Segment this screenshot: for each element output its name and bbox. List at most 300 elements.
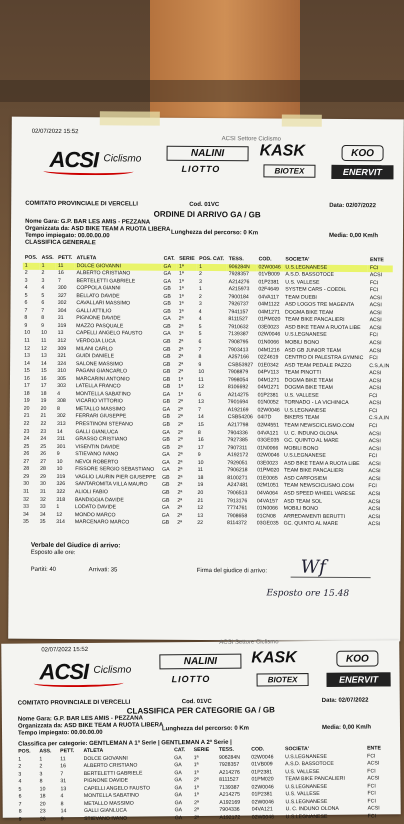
- table-cell: 7: [18, 801, 22, 808]
- biotex-logo: BIOTEX: [257, 673, 309, 686]
- table-cell: 2ª: [177, 467, 183, 474]
- table-cell: 13: [40, 352, 47, 359]
- table-cell: 1ª: [193, 762, 199, 769]
- table-cell: STIEVANO IVANO: [75, 451, 119, 458]
- table-cell: GA: [162, 451, 170, 458]
- table-cell: 13: [24, 352, 30, 359]
- table-cell: GA: [161, 504, 170, 511]
- table-cell: 8106692: [227, 384, 249, 391]
- table-cell: ACSI: [368, 460, 381, 467]
- table-cell: 30: [40, 481, 46, 488]
- table-cell: CAVALLARI MASSIMO: [76, 300, 131, 307]
- print-stamp: 02/07/2022 15:52: [31, 128, 79, 136]
- table-cell: 01P2381: [257, 392, 279, 399]
- settore-label: ACSI Settore Ciclismo: [219, 639, 279, 646]
- table-cell: FCI: [367, 768, 376, 775]
- table-cell: TEAM BIKE PANCALIERI: [283, 467, 344, 475]
- table-cell: 18: [197, 474, 204, 481]
- table-cell: GA: [174, 754, 182, 761]
- table-cell: 322: [56, 488, 66, 495]
- table-cell: 2ª: [178, 338, 184, 345]
- table-cell: GC. QUINTO AL MARE: [283, 520, 339, 528]
- column-header: POS.: [18, 748, 31, 755]
- finishers-count: Arrivati: 35: [88, 567, 118, 574]
- time-taken: Tempo impiegato: 00.00.00.00: [24, 232, 110, 240]
- table-cell: A.S.D. BASSOTOCE: [285, 760, 334, 768]
- table-cell: 3: [41, 277, 45, 284]
- table-cell: SANTAROMITA VILLA MAURO: [75, 481, 148, 489]
- tape-strip: [282, 115, 322, 127]
- table-cell: 7: [60, 770, 64, 777]
- table-cell: 3: [198, 301, 202, 308]
- table-cell: GA: [162, 459, 170, 466]
- table-cell: 21: [23, 413, 30, 420]
- table-cell: A192169: [219, 799, 241, 806]
- table-cell: 2ª: [178, 346, 184, 353]
- table-cell: ASD BIKE TEAM A RUOTA LIBE: [284, 324, 361, 331]
- table-cell: VISENTIN DAVIDE: [75, 443, 120, 451]
- kask-logo: KASK: [251, 649, 297, 667]
- table-cell: 10: [56, 458, 63, 465]
- table-cell: GA: [163, 278, 171, 285]
- table-cell: 24: [40, 435, 47, 443]
- table-cell: 22: [40, 420, 47, 427]
- table-cell: 11: [56, 262, 75, 270]
- table-cell: MARCENARO MARCO: [74, 519, 130, 526]
- table-cell: A192172: [227, 452, 249, 459]
- table-cell: 4: [57, 390, 61, 397]
- table-cell: 35: [22, 518, 29, 525]
- table-cell: 1ª: [193, 784, 199, 791]
- race-name: Nome Gara: G.P. BAR LES AMIS - PEZZANA: [25, 218, 151, 226]
- table-cell: 16: [23, 375, 30, 382]
- table-cell: 9: [18, 816, 22, 823]
- table-cell: GB: [162, 436, 170, 443]
- table-cell: 7900184: [228, 293, 249, 301]
- table-cell: 29: [23, 473, 30, 480]
- date-label: Data: 02/07/2022: [329, 202, 376, 210]
- table-cell: 2ª: [178, 369, 184, 376]
- table-cell: GA: [163, 270, 172, 277]
- table-cell: 10: [39, 786, 46, 793]
- table-cell: BELLATO DAVIDE: [76, 292, 120, 300]
- table-cell: 314: [56, 519, 65, 526]
- table-cell: MONTELLA SABATINO: [75, 390, 131, 398]
- table-cell: 18: [39, 793, 46, 800]
- table-cell: A257166: [228, 354, 249, 361]
- table-cell: GA: [162, 391, 171, 398]
- table-cell: ARREDAMENTI BERUTTI: [283, 513, 346, 520]
- table-cell: 25: [23, 443, 30, 450]
- table-cell: 14: [56, 428, 63, 435]
- table-cell: FCI: [369, 287, 379, 294]
- column-header: TESS.: [228, 256, 244, 263]
- column-header: POS. CAT.: [199, 255, 225, 263]
- table-cell: 02W0046: [257, 407, 280, 414]
- table-cell: 2ª: [194, 807, 200, 814]
- table-cell: GB: [162, 399, 171, 406]
- table-cell: ACSI: [368, 400, 382, 407]
- table-cell: 1ª: [178, 293, 184, 300]
- table-cell: GA: [162, 263, 178, 271]
- table-cell: 14: [198, 414, 204, 421]
- table-cell: DOLCE GIOVANNI: [75, 263, 162, 271]
- table-cell: ACSI: [369, 385, 382, 392]
- results-sheet-by-category: [1, 639, 401, 823]
- table-cell: GUIDI DANIELE: [75, 353, 115, 360]
- table-cell: 7927385: [227, 437, 248, 444]
- table-cell: 7903413: [228, 346, 249, 353]
- table-cell: U.S.LEGNANESE: [285, 753, 327, 760]
- table-cell: 312: [57, 337, 67, 345]
- table-cell: 1: [198, 286, 202, 293]
- table-cell: 2ª: [178, 353, 184, 360]
- table-cell: 01N0066: [257, 445, 279, 452]
- table-cell: 301: [56, 443, 66, 450]
- table-cell: ALBERTO CRISTIANO: [76, 270, 131, 277]
- table-cell: 02M1051: [256, 482, 279, 489]
- table-cell: 7906513: [227, 490, 248, 497]
- table-cell: CENTRO DI PALESTRA GYMNIC: [284, 354, 364, 362]
- column-header: ATLETA: [83, 747, 104, 755]
- table-cell: 17: [197, 444, 204, 451]
- table-cell: 11: [24, 337, 30, 344]
- table-cell: GA: [161, 512, 170, 519]
- table-cell: ASD GB JUNIOR TEAM: [284, 347, 341, 354]
- table-cell: C.S.A.IN: [368, 415, 390, 422]
- table-cell: 7: [198, 406, 201, 413]
- table-row: [21, 519, 391, 529]
- table-cell: 31: [39, 488, 46, 495]
- table-cell: 5: [41, 292, 45, 299]
- sheet-title: ORDINE DI ARRIVO GA / GB: [153, 209, 261, 220]
- table-cell: GALLI ATTILIO: [76, 307, 112, 315]
- table-cell: 22: [23, 420, 30, 427]
- table-cell: U.S.LEGNANESE: [285, 813, 328, 821]
- table-cell: 18: [23, 390, 30, 397]
- table-cell: 1ª: [193, 754, 199, 761]
- table-cell: 20: [39, 801, 46, 808]
- table-cell: 1: [197, 263, 227, 271]
- table-cell: 19: [23, 398, 30, 405]
- table-cell: GA: [163, 316, 171, 323]
- table-cell: 8: [197, 429, 201, 436]
- table-cell: 2ª: [177, 512, 183, 519]
- table-cell: 31: [57, 315, 64, 322]
- table-cell: 04M1271: [258, 309, 280, 316]
- table-cell: 2ª: [177, 489, 183, 496]
- table-cell: STIEVANO IVANO: [84, 815, 128, 822]
- table-cell: 8: [39, 778, 43, 785]
- table-cell: 324: [57, 360, 67, 367]
- table-cell: 02W0046: [251, 753, 274, 761]
- table-cell: 1ª: [178, 384, 184, 391]
- table-cell: ACSI: [367, 805, 380, 812]
- table-cell: 11: [41, 337, 47, 344]
- course-length: Lunghezza del percorso: 0 Km: [170, 229, 259, 237]
- table-cell: GB: [161, 497, 170, 504]
- table-cell: A214275: [219, 791, 241, 799]
- table-cell: GA: [163, 331, 171, 338]
- judge-signature-label: Firma del giudice di arrivo:: [196, 567, 268, 575]
- table-cell: 01VB009: [251, 761, 273, 768]
- table-cell: ASD SPEED WHEEL VARESE: [283, 490, 356, 497]
- results-sheet-order-of-arrival: [8, 117, 404, 642]
- table-cell: 8: [24, 315, 28, 322]
- column-header: ENTE: [369, 257, 384, 264]
- liotto-logo: LIOTTO: [181, 163, 221, 175]
- table-cell: 01P2381: [258, 279, 280, 286]
- table-cell: 5: [18, 786, 22, 793]
- table-cell: 34: [39, 511, 46, 518]
- table-cell: U.S. VALLESE: [284, 392, 319, 399]
- table-cell: 6: [198, 391, 202, 398]
- table-cell: 311: [56, 436, 66, 443]
- table-cell: 2ª: [177, 429, 183, 436]
- table-cell: 6: [198, 338, 202, 345]
- comitato-label: COMITATO PROVINCIALE DI VERCELLI: [25, 200, 138, 208]
- table-cell: A214275: [227, 391, 249, 399]
- table-cell: 3: [18, 771, 22, 778]
- table-cell: GB: [162, 421, 170, 428]
- table-cell: TEAM BIKE PANCALIERI: [285, 775, 345, 783]
- table-cell: 30: [23, 481, 30, 488]
- table-cell: A247481: [227, 482, 249, 489]
- table-cell: FCI: [368, 453, 378, 460]
- table-cell: 5: [24, 292, 28, 299]
- table-cell: ASD CARFOSIEM: [283, 475, 327, 482]
- column-header: SOCIETA': [285, 256, 310, 263]
- column-header: SERIE: [179, 255, 195, 262]
- table-cell: 14: [60, 808, 67, 815]
- table-cell: 313: [56, 420, 66, 428]
- table-cell: 02M4551: [257, 422, 280, 429]
- table-cell: MONTELLA SABATINO: [83, 792, 139, 800]
- print-stamp: 02/07/2022 15:52: [41, 646, 89, 654]
- beam-shadow: [0, 80, 404, 102]
- table-cell: U.S.LEGNANESE: [284, 452, 326, 460]
- table-cell: 1ª: [178, 285, 184, 293]
- table-cell: MOBILI BONO: [284, 445, 319, 452]
- table-cell: GA: [162, 406, 171, 413]
- table-cell: 1: [56, 504, 60, 511]
- table-cell: U. C. INDUNO OLONA: [284, 430, 338, 437]
- table-cell: 9: [41, 322, 45, 329]
- table-cell: U.S. VALLESE: [285, 768, 320, 775]
- table-cell: GA: [174, 799, 183, 807]
- table-cell: NEVOI ROBERTO: [75, 458, 119, 466]
- table-cell: FCI: [367, 813, 377, 820]
- table-cell: 26: [39, 816, 46, 823]
- table-cell: 305: [57, 375, 66, 382]
- table-cell: 02W0046: [257, 264, 284, 272]
- table-cell: 32: [39, 496, 46, 503]
- table-cell: GRASSO CRISTIANO: [75, 436, 128, 443]
- table-cell: 2: [41, 269, 45, 276]
- table-cell: 01E0342: [257, 362, 279, 369]
- table-cell: 02Z4619: [257, 354, 279, 361]
- table-cell: GALLI GIANLUCA: [75, 428, 119, 435]
- average-speed: Media: 0,00 Km/h: [328, 232, 379, 240]
- table-cell: 04M1271: [257, 377, 280, 384]
- table-cell: FCI: [367, 790, 376, 797]
- table-cell: GB: [162, 474, 170, 481]
- column-header: CAT.: [163, 255, 175, 262]
- table-cell: U.S.LEGNANESE: [285, 798, 328, 806]
- table-cell: 2ª: [177, 497, 183, 504]
- table-cell: GB: [161, 519, 170, 526]
- table-cell: U.S.LEGNANESE: [285, 783, 328, 791]
- table-cell: 2ª: [177, 421, 183, 428]
- table-cell: 7928357: [218, 761, 240, 768]
- table-cell: GB: [162, 414, 171, 421]
- table-cell: 01CN08: [256, 512, 276, 520]
- column-header: ASS.: [41, 254, 54, 261]
- table-cell: 03E0023: [258, 324, 279, 331]
- table-cell: ACSI: [368, 445, 381, 452]
- table-cell: A214276: [219, 769, 240, 776]
- organizer: Organizzata da: ASD BIKE TEAM A RUOTA LIBERA: [25, 225, 171, 233]
- table-cell: 01P2381: [251, 769, 273, 776]
- organizer: Organizzata da: ASD BIKE TEAM A RUOTA LIBERA: [17, 722, 164, 730]
- table-cell: 04VA064: [256, 490, 278, 497]
- table-cell: 21: [197, 497, 204, 504]
- table-cell: ACSI: [368, 513, 381, 520]
- table-cell: 327: [57, 292, 67, 299]
- table-cell: A192172: [219, 814, 241, 821]
- table-cell: 16: [60, 763, 67, 770]
- settore-label: ACSI Settore Ciclismo: [221, 136, 282, 143]
- table-cell: 2ª: [178, 323, 184, 330]
- table-cell: ASD BIKE TEAM A RUOTA LIBE: [283, 460, 360, 467]
- table-cell: SALONE MASSIMO: [75, 360, 123, 368]
- table-cell: PAGANI GIANCARLO: [75, 368, 128, 375]
- table-cell: ACSI: [369, 347, 382, 354]
- table-cell: 31: [23, 488, 30, 495]
- table-cell: VICARIO VITTORIO: [75, 398, 123, 405]
- table-cell: 03GE035: [256, 520, 279, 527]
- table-cell: FCI: [369, 332, 378, 339]
- table-cell: 25: [40, 443, 47, 450]
- table-cell: 02W0046: [251, 814, 275, 821]
- table-cell: 2ª: [178, 361, 184, 368]
- table-cell: 01N0066: [257, 339, 280, 346]
- table-cell: 1ª: [193, 769, 199, 776]
- table-cell: 7901694: [227, 399, 249, 406]
- results-table: [21, 255, 393, 529]
- table-cell: ACSI: [369, 302, 382, 309]
- table-cell: MILANI CARLO: [76, 345, 113, 352]
- table-cell: 2: [39, 763, 43, 770]
- table-cell: ACSI: [367, 760, 380, 767]
- table-cell: 1ª: [194, 792, 199, 799]
- table-cell: ACSI: [369, 317, 382, 324]
- table-cell: ACSI: [368, 521, 381, 528]
- table-cell: 8: [60, 801, 64, 808]
- table-cell: 16: [40, 375, 47, 382]
- column-header: COD.: [258, 256, 272, 263]
- table-cell: 6: [24, 300, 28, 307]
- table-cell: FCI: [369, 392, 378, 400]
- date-label: Data: 02/07/2022: [321, 697, 369, 704]
- table-cell: 21: [40, 413, 47, 420]
- table-cell: U. C. INDUNO OLONA: [285, 806, 339, 813]
- table-cell: 12: [197, 504, 204, 512]
- table-cell: 13: [197, 512, 204, 519]
- tape-strip: [100, 111, 160, 125]
- column-header: SERIE: [193, 746, 210, 754]
- table-cell: 19: [197, 482, 204, 489]
- table-cell: 2ª: [177, 452, 183, 459]
- table-cell: BERTELETTI GABRIELE: [83, 770, 143, 777]
- table-cell: 7908795: [228, 339, 249, 346]
- table-cell: FCI: [367, 783, 376, 790]
- table-cell: ACSI: [369, 370, 382, 377]
- table-cell: 8114372: [226, 520, 247, 527]
- table-cell: FERRARI GIUSEPPE: [75, 413, 127, 420]
- acsi-logo: ACSI Ciclismo: [41, 141, 141, 182]
- table-cell: 1: [39, 755, 43, 762]
- table-cell: 3: [39, 771, 43, 778]
- table-cell: GB: [162, 368, 171, 375]
- table-cell: GB: [163, 293, 171, 300]
- table-cell: GA: [174, 807, 183, 814]
- table-cell: 1ª: [178, 308, 184, 315]
- table-cell: 8: [18, 808, 22, 815]
- koo-logo: KOO: [342, 145, 384, 161]
- judge-signature: Wf: [300, 556, 326, 578]
- table-cell: 308: [57, 398, 66, 405]
- table-cell: 33: [23, 503, 29, 510]
- table-cell: 321: [57, 353, 67, 360]
- table-cell: ACSI: [368, 430, 381, 437]
- table-cell: GB: [163, 338, 171, 345]
- table-cell: MARCARINI ANTONIO: [75, 375, 130, 383]
- table-cell: U.S. VALLESE: [285, 279, 320, 286]
- table-cell: 2ª: [177, 482, 183, 489]
- table-cell: ACSI: [369, 309, 382, 317]
- table-cell: 7139387: [219, 784, 240, 791]
- table-cell: 7929051: [227, 459, 248, 467]
- table-cell: 7: [24, 307, 28, 314]
- table-cell: C.S.A.IN: [369, 362, 390, 369]
- table-cell: 17: [40, 383, 47, 390]
- table-cell: VAGLIO LAURIN PIER GIUSEPPE: [75, 473, 157, 481]
- table-cell: 01VB009: [258, 271, 280, 278]
- table-cell: 1ª: [178, 391, 183, 398]
- table-cell: 15: [24, 367, 30, 374]
- course-length: Lunghezza del percorso: 0 Km: [161, 725, 250, 733]
- table-cell: TEAM DUEBI: [285, 294, 317, 301]
- table-cell: 2ª: [178, 316, 184, 323]
- table-cell: 7904336: [227, 429, 248, 436]
- table-cell: TEAM NEWSCICLISMO.COM: [283, 482, 354, 490]
- table-cell: 7774761: [227, 505, 248, 512]
- table-cell: 04M1216: [257, 346, 280, 354]
- table-cell: 13: [198, 399, 204, 406]
- table-cell: 1ª: [178, 301, 184, 308]
- table-cell: 8: [57, 405, 60, 412]
- table-cell: 01PM020: [251, 776, 274, 783]
- table-cell: 2: [24, 269, 28, 276]
- table-cell: 16: [197, 437, 204, 444]
- table-cell: ASD TEAM PEDALE PAZZO: [284, 362, 352, 369]
- table-cell: 3: [24, 277, 28, 284]
- table-cell: 04VA157: [256, 497, 278, 505]
- table-cell: A192169: [227, 407, 249, 414]
- table-cell: 7: [198, 346, 202, 353]
- judge-report-label: Verbale del Giudice di arrivo:: [30, 541, 121, 550]
